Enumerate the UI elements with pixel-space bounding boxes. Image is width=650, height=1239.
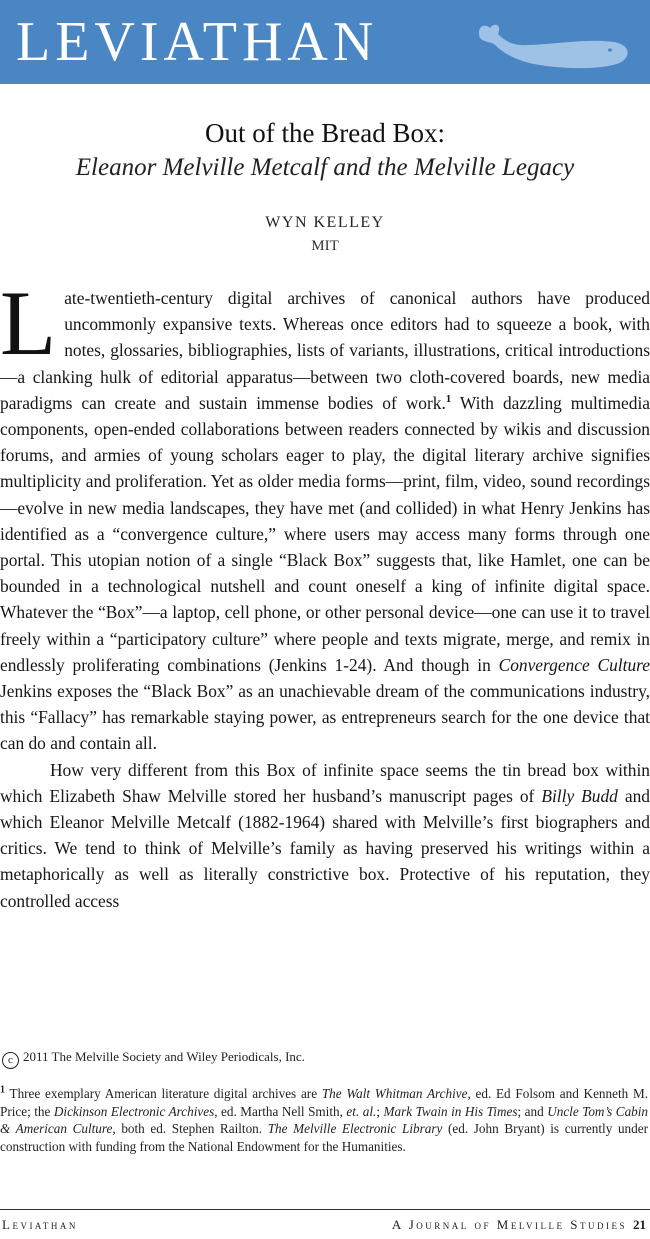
article-title-block [0,115,650,185]
footnote-italic-5: Uncle Tom’s Cabin & American Culture [0,1103,649,1137]
footnote-reference[interactable]: 1 [445,393,452,406]
footnote-italic-1: The Walt Whitman Archive [321,1086,468,1101]
footnote-italic-4: Mark Twain in His Times [383,1103,518,1119]
paragraph-1 [0,272,650,757]
footnote-text-5: ; and [517,1103,548,1119]
footnote-text-1: Three exemplary American literature digital archives are [5,1086,322,1101]
journal-banner [0,0,650,84]
footer-rule [0,1209,650,1210]
footnote-text-2: , ed. Ed Folsom and Kenneth M. Price; the [0,1086,648,1119]
copyright-notice [2,1048,648,1069]
paragraph-1-text-b: With dazzling multimedia components, open-ended collaborations between readers connected by wikis and discussion forums, and armies of young scholars eager to play, the digital literary archive signifies multiplicity and proliferation. Yet as older media forms—print, film, video, sound recordings—evolve in new media landscapes, they have met (and collided) in what Henry Jenkins has identified as a “convergence culture,” where users may access many forms through one portal. This utopian notion of a single “Black Box” suggests that, like Hamlet, one can be bounded in a technological nutshell and count oneself a king of infinite digital space. Whatever the “Box”—a laptop, cell phone, or other personal device—one can use it to travel freely within a “participatory culture” where people and texts migrate, merge, and remix in endlessly proliferating combinations (Jenkins 1-24). And though in [0,392,650,675]
footnote-text-3: , ed. Martha Nell Smith, [214,1103,347,1119]
author-name: WYN KELLEY [265,214,385,231]
book-title-billy-budd: Billy Budd [541,785,618,806]
journal-banner-title: LEVIATHAN [16,11,379,73]
footnote-italic-2: Dickinson Electronic Archives [53,1103,215,1119]
running-footer-journal: Leviathan [2,1217,78,1232]
footnote-italic-6: The Melville Electronic Library [267,1121,443,1137]
paragraph-1-text-c: Jenkins exposes the “Black Box” as an unachievable dream of the communications industry, this “Fallacy” has remarkable staying power, as entrepreneurs search for the one device that can do and contain all. [0,681,650,754]
article-subtitle: Eleanor Melville Metcalf and the Melville Legacy [75,154,575,181]
page-number: 21 [633,1217,646,1232]
footnote-text-7: (ed. John Bryant) is currently under construction with funding from the National Endowment for the Humanities. [0,1121,648,1154]
article-title: Out of the Bread Box: [205,118,445,148]
copyright-text: 2011 The Melville Society and Wiley Periodicals, Inc. [23,1049,305,1064]
whale-icon [474,18,632,72]
footnote [0,1085,648,1155]
paragraph-2-text-a: How very different from this Box of infinite space seems the tin bread box within which Elizabeth Shaw Melville stored her husband’s manuscript pages of [0,759,650,806]
footnote-text-6: , both ed. Stephen Railton. [112,1121,268,1137]
paragraph-2 [0,757,650,914]
author-affiliation: MIT [311,238,339,254]
running-footer-right [392,1217,646,1233]
running-footer-subtitle: A Journal of Melville Studies [391,1217,627,1232]
paragraph-1-text-a: ate-twentieth-century digital archives of canonical authors have produced uncommonly expansive texts. Whereas once editors had to squeeze a book, with notes, glossaries, bibliographies, lists of variants, illustrations, critical introductions—a clanking hulk of editorial apparatus—between two cloth-covered boards, new media paradigms can create and sustain immense bodies of work. [0,288,650,413]
copyright-icon: c [2,1052,19,1069]
article-body [0,272,650,914]
book-title-convergence: Convergence Culture [498,654,650,675]
footnote-text-4: ; [376,1103,384,1119]
footnote-mark: 1 [0,1084,5,1096]
footnote-italic-3: et. al. [346,1103,377,1119]
paragraph-2-text-b: and which Eleanor Melville Metcalf (1882-1964) shared with Melville’s first biographers and critics. We tend to think of Melville’s family as having preserved his writings within a metaphorically as well as literally constrictive box. Protective of his reputation, they controlled access [0,785,650,911]
drop-cap: L [0,272,57,374]
